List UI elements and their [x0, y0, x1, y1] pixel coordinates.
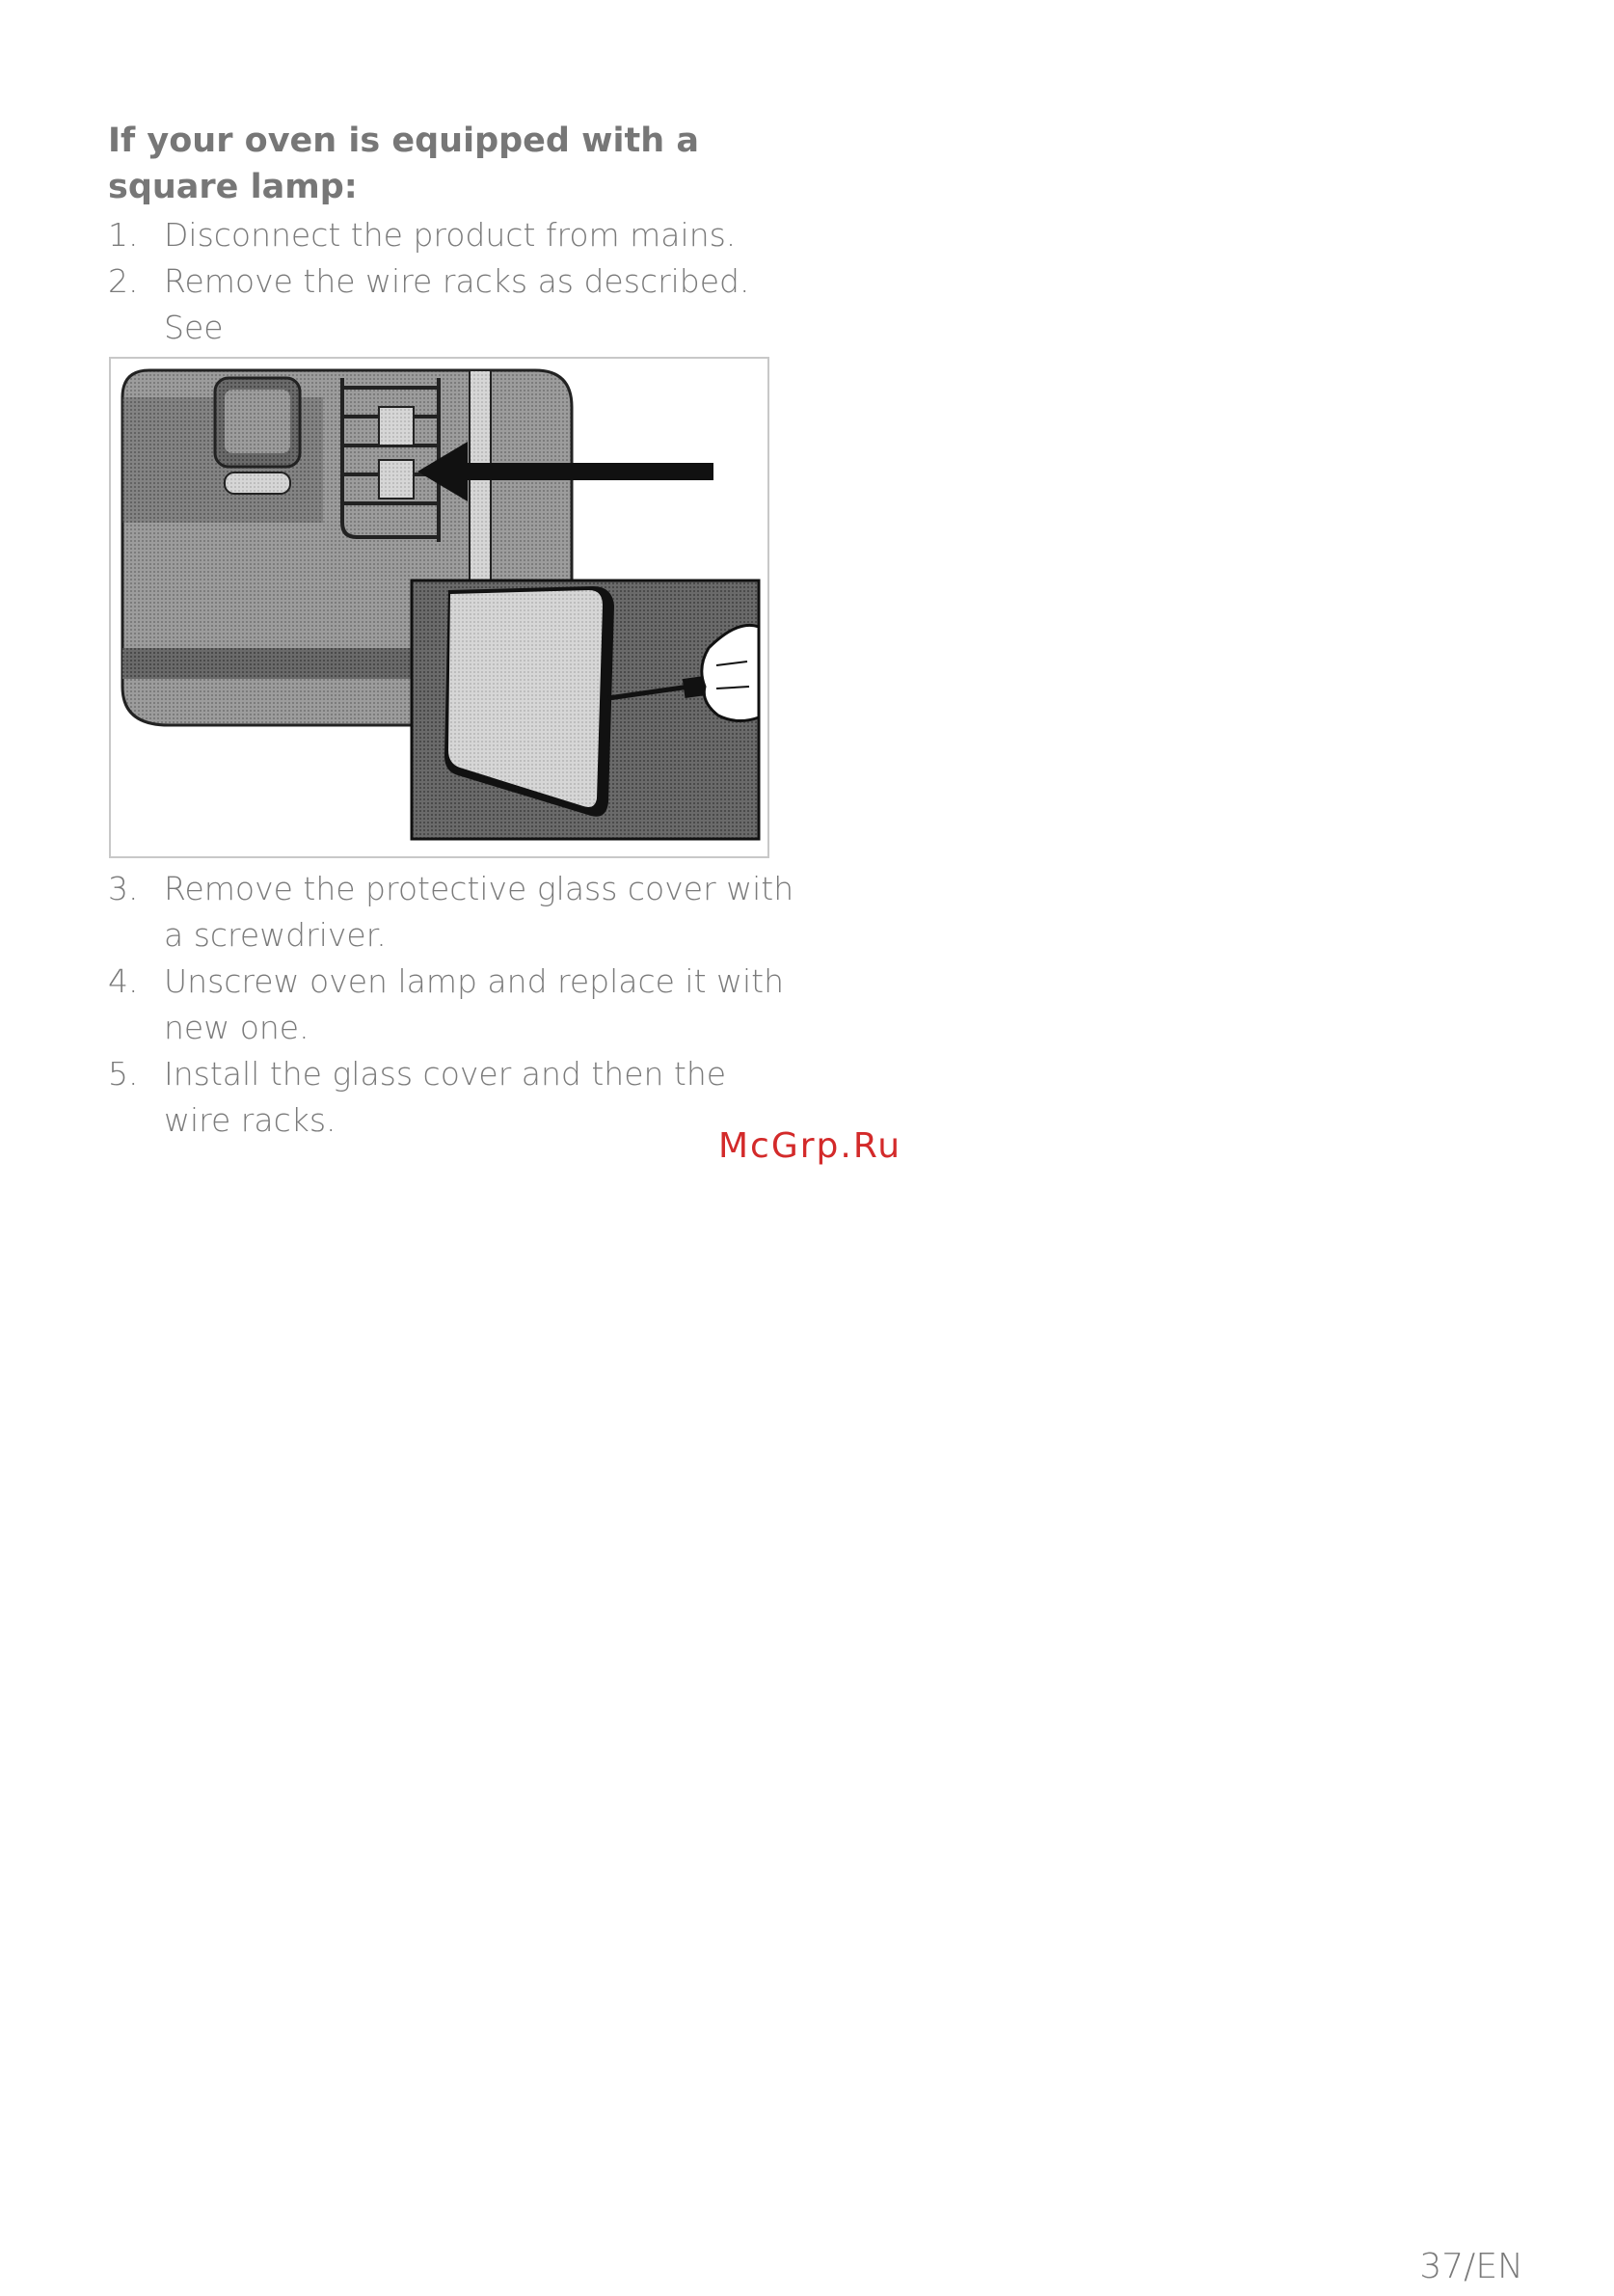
step-text: Install the glass cover and then the wire racks. [164, 1055, 727, 1139]
inset-detail [412, 581, 759, 839]
step-number: 4. [108, 962, 139, 1000]
page-number: 37/EN [1419, 2247, 1523, 2286]
lamp-housing [215, 378, 300, 494]
list-item [108, 959, 802, 1051]
list-item [108, 1051, 802, 1144]
step-number: 5. [108, 1055, 139, 1093]
section-heading: If your oven is equipped with a square lamp: [108, 122, 699, 206]
step-number: 3. [108, 870, 139, 907]
step-text: Unscrew oven lamp and replace it with new one. [164, 962, 785, 1046]
step-number: 1. [108, 216, 139, 254]
step-text: Remove the wire racks as described. See [164, 262, 750, 346]
step-text: Disconnect the product from mains. [164, 216, 737, 254]
watermark: McGrp.Ru [718, 1126, 902, 1166]
oven-lamp-illustration [109, 357, 769, 858]
step-number: 2. [108, 262, 139, 300]
list-item [108, 212, 802, 258]
steps-list-bottom [108, 866, 802, 1144]
step-text: Remove the protective glass cover with a screwdriver. [164, 870, 794, 954]
list-item [108, 866, 802, 959]
